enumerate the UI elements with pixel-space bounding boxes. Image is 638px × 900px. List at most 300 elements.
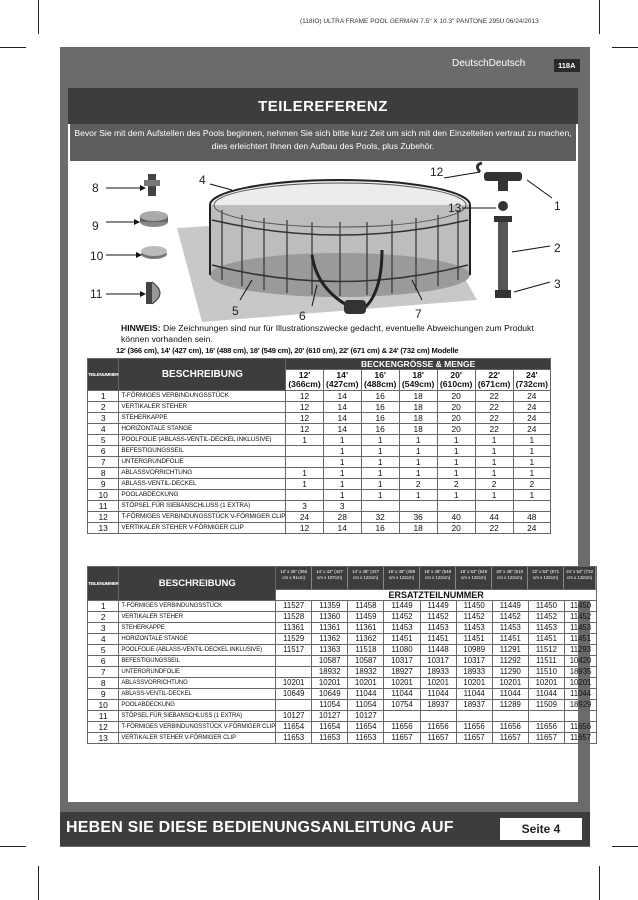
spare-number-cell: 11653 <box>312 733 348 744</box>
spare-number-cell: 11293 <box>564 645 596 656</box>
spare-number-cell: 11451 <box>456 634 492 645</box>
spare-number-cell <box>276 667 312 678</box>
table-row <box>88 391 551 402</box>
part-number-cell: 9 <box>88 689 119 700</box>
part-number-cell: 8 <box>88 468 119 479</box>
quantity-cell: 14 <box>323 413 361 424</box>
quantity-cell <box>513 501 550 512</box>
quantity-table <box>87 358 551 534</box>
quantity-cell: 24 <box>513 402 550 413</box>
description-cell: ABLASS-VENTIL-DECKEL <box>119 689 276 700</box>
quantity-cell: 1 <box>361 457 399 468</box>
quantity-cell: 1 <box>475 446 513 457</box>
description-cell: ABLASSVORRICHTUNG <box>119 678 276 689</box>
description-cell: STÖPSEL FÜR SIEBANSCHLUSS (1 EXTRA) <box>119 501 286 512</box>
callout-label: 1 <box>554 199 561 213</box>
table-row <box>88 512 551 523</box>
table-row <box>88 689 597 700</box>
group-header-spare: ERSATZTEILNUMMER <box>276 590 597 601</box>
spare-number-cell <box>384 711 420 722</box>
page-tag: 118A <box>554 59 580 72</box>
col-description: BESCHREIBUNG <box>119 359 286 391</box>
spare-number-cell: 10127 <box>276 711 312 722</box>
quantity-cell: 12 <box>286 402 323 413</box>
spare-number-cell: 11510 <box>528 667 564 678</box>
spare-number-cell: 11054 <box>312 700 348 711</box>
spare-number-cell: 11361 <box>312 623 348 634</box>
description-cell: HORIZONTALE STANGE <box>119 634 276 645</box>
size-header: 20' x 48" (610 cm x 122cm) <box>492 567 528 589</box>
quantity-cell: 1 <box>475 490 513 501</box>
size-feet: 22' <box>488 369 500 380</box>
quantity-cell: 2 <box>437 479 475 490</box>
quantity-cell: 1 <box>475 468 513 479</box>
group-header-size-qty: BECKENGRÖSSE & MENGE <box>286 359 551 370</box>
description-cell: POOLFOLIE (ABLASS-VENTIL-DECKEL INKLUSIVE) <box>119 435 286 446</box>
quantity-cell: 24 <box>286 512 323 523</box>
spare-number-cell: 18937 <box>420 700 456 711</box>
quantity-cell: 1 <box>361 446 399 457</box>
table-row <box>88 490 551 501</box>
spare-number-cell: 11654 <box>312 722 348 733</box>
spare-number-cell: 10649 <box>312 689 348 700</box>
quantity-cell: 44 <box>475 512 513 523</box>
spare-number-cell: 11511 <box>528 656 564 667</box>
spare-number-cell <box>492 711 528 722</box>
quantity-cell: 18 <box>399 523 437 534</box>
quantity-cell: 24 <box>513 413 550 424</box>
spare-number-cell: 10201 <box>312 678 348 689</box>
size-header: 22' x 52" (671 cm x 132cm) <box>528 567 564 589</box>
part-number-cell: 4 <box>88 424 119 435</box>
size-header <box>399 370 437 391</box>
quantity-cell: 20 <box>437 391 475 402</box>
callout-label: 12 <box>430 165 444 179</box>
spare-number-cell: 18935 <box>564 667 596 678</box>
quantity-cell: 28 <box>323 512 361 523</box>
drain-cap-illustration <box>106 211 168 227</box>
part-number-cell: 11 <box>88 501 119 512</box>
quantity-cell: 1 <box>399 457 437 468</box>
description-cell: VERTIKALER STEHER <box>119 612 276 623</box>
description-cell: STÖPSEL FÜR SIEBANSCHLUSS (1 EXTRA) <box>119 711 276 722</box>
part-number-cell: 3 <box>88 413 119 424</box>
quantity-cell: 12 <box>286 424 323 435</box>
pool-frame-illustration <box>210 180 470 297</box>
part-number-cell: 4 <box>88 634 119 645</box>
part-number-cell: 3 <box>88 623 119 634</box>
quantity-cell: 1 <box>361 490 399 501</box>
quantity-cell: 14 <box>323 391 361 402</box>
spare-number-cell <box>528 711 564 722</box>
quantity-cell: 1 <box>437 457 475 468</box>
quantity-cell: 1 <box>475 435 513 446</box>
callout-label: 7 <box>415 307 422 321</box>
spare-number-cell: 10989 <box>456 645 492 656</box>
spare-number-cell: 11653 <box>276 733 312 744</box>
spare-number-cell: 10201 <box>348 678 384 689</box>
quantity-cell: 1 <box>437 468 475 479</box>
quantity-cell: 3 <box>323 501 361 512</box>
size-header: 18' x 48" (549 cm x 122cm) <box>420 567 456 589</box>
intro-text: Bevor Sie mit dem Aufstellen des Pools beginnen, nehmen Sie sich bitte kurz Zeit um sich mit den Einzelteilen vertraut zu machen, dies erleichtert Ihnen den Aufbau des Pools, plus Zubehör. <box>70 124 576 161</box>
description-cell: T-FÖRMIGES VERBINDUNGSSTÜCK V-FÖRMIGER CLIP <box>119 512 286 523</box>
page-title: TEILEREFERENZ <box>258 97 388 115</box>
spare-number-cell: 11448 <box>420 645 456 656</box>
part-number-cell: 13 <box>88 523 119 534</box>
spare-number-cell: 11452 <box>384 612 420 623</box>
spare-number-cell: 11458 <box>348 601 384 612</box>
quantity-cell: 14 <box>323 424 361 435</box>
description-cell: T-FÖRMIGES VERBINDUNGSSTÜCK V-FÖRMIGER CLIP <box>119 722 276 733</box>
spare-number-cell: 11080 <box>384 645 420 656</box>
description-cell: ABLASSVORRICHTUNG <box>119 468 286 479</box>
spare-number-cell: 11656 <box>384 722 420 733</box>
strainer-plug-illustration <box>106 282 160 304</box>
spare-number-cell: 10201 <box>492 678 528 689</box>
spare-number-cell: 10127 <box>312 711 348 722</box>
description-cell: POOLABDECKUNG <box>119 490 286 501</box>
col-part-number: TEILENUMMER <box>88 359 119 391</box>
quantity-cell: 20 <box>437 413 475 424</box>
spare-number-cell: 11656 <box>420 722 456 733</box>
quantity-cell: 1 <box>513 468 550 479</box>
spare-number-cell: 11449 <box>384 601 420 612</box>
quantity-cell: 22 <box>475 413 513 424</box>
size-feet: 24' <box>526 369 538 380</box>
spare-number-cell: 11291 <box>492 645 528 656</box>
quantity-cell: 2 <box>399 479 437 490</box>
quantity-cell: 1 <box>286 479 323 490</box>
spare-number-cell: 11044 <box>420 689 456 700</box>
quantity-cell: 1 <box>323 490 361 501</box>
spare-number-cell: 11453 <box>420 623 456 634</box>
crop-mark <box>599 866 600 900</box>
quantity-cell: 16 <box>361 391 399 402</box>
part-number-cell: 13 <box>88 733 119 744</box>
crop-mark <box>38 0 39 34</box>
quantity-cell: 48 <box>513 512 550 523</box>
quantity-cell: 24 <box>513 424 550 435</box>
pump-illustration <box>344 300 366 314</box>
size-feet: 16' <box>374 369 386 380</box>
description-cell: T-FÖRMIGES VERBINDUNGSSTÜCK <box>119 601 276 612</box>
spare-number-cell: 11656 <box>528 722 564 733</box>
callout-label: 6 <box>299 309 306 323</box>
spare-number-cell: 11517 <box>276 645 312 656</box>
pool-illustration <box>82 160 572 326</box>
quantity-cell: 1 <box>513 457 550 468</box>
size-header-group <box>276 567 596 589</box>
crop-mark <box>38 866 39 900</box>
quantity-cell: 20 <box>437 523 475 534</box>
description-cell: UNTERGRUNDFOLIE <box>119 667 276 678</box>
quantity-cell: 1 <box>323 468 361 479</box>
spare-number-cell: 10201 <box>456 678 492 689</box>
spare-number-cell: 11529 <box>276 634 312 645</box>
part-number-cell: 1 <box>88 601 119 612</box>
spare-number-cell: 11360 <box>312 612 348 623</box>
size-header <box>323 370 361 391</box>
quantity-cell: 12 <box>286 523 323 534</box>
quantity-cell: 1 <box>323 479 361 490</box>
callout-label: 2 <box>554 241 561 255</box>
spare-number-cell: 11452 <box>492 612 528 623</box>
spare-number-cell: 18933 <box>456 667 492 678</box>
quantity-cell <box>286 490 323 501</box>
callout-label: 4 <box>199 173 206 187</box>
size-cm: (671cm) <box>477 379 511 389</box>
table-row <box>88 634 597 645</box>
vertical-leg-illustration <box>494 216 512 298</box>
table-row <box>88 413 551 424</box>
table-row <box>88 667 597 678</box>
quantity-cell: 1 <box>513 490 550 501</box>
footer-bar <box>60 812 590 846</box>
callout-label: 5 <box>232 304 239 318</box>
spare-number-cell: 10127 <box>348 711 384 722</box>
spare-number-cell: 11452 <box>420 612 456 623</box>
spare-number-cell: 10201 <box>384 678 420 689</box>
spare-number-cell: 11451 <box>384 634 420 645</box>
crop-mark <box>612 47 638 48</box>
size-header <box>286 370 323 391</box>
size-cm: (549cm) <box>401 379 435 389</box>
quantity-cell: 1 <box>437 490 475 501</box>
spare-number-cell <box>564 711 596 722</box>
quantity-cell: 16 <box>361 413 399 424</box>
quantity-cell: 3 <box>286 501 323 512</box>
col-description: BESCHREIBUNG <box>119 567 276 601</box>
language-label: DeutschDeutsch <box>452 58 526 69</box>
description-cell: ABLASS-VENTIL-DECKEL <box>119 479 286 490</box>
part-number-cell: 12 <box>88 512 119 523</box>
spare-number-cell <box>276 656 312 667</box>
size-cm: (488cm) <box>363 379 397 389</box>
quantity-cell: 18 <box>399 391 437 402</box>
callout-label: 8 <box>92 181 99 195</box>
quantity-cell: 1 <box>286 468 323 479</box>
spare-number-cell: 11656 <box>492 722 528 733</box>
spare-number-cell: 11292 <box>492 656 528 667</box>
spare-number-cell <box>456 711 492 722</box>
quantity-cell <box>437 501 475 512</box>
description-cell: T-FÖRMIGES VERBINDUNGSSTÜCK <box>119 391 286 402</box>
description-cell: VERTIKALER STEHER V-FÖRMIGER CLIP <box>119 733 276 744</box>
crop-mark <box>0 846 26 847</box>
quantity-cell: 20 <box>437 402 475 413</box>
size-header <box>361 370 399 391</box>
spare-number-cell: 18927 <box>384 667 420 678</box>
quantity-cell <box>361 501 399 512</box>
table-row <box>88 656 597 667</box>
description-cell: POOLFOLIE (ABLASS-VENTIL-DECKEL INKLUSIVE) <box>119 645 276 656</box>
t-joint-illustration <box>484 172 522 191</box>
size-header <box>475 370 513 391</box>
quantity-cell: 1 <box>399 490 437 501</box>
quantity-cell: 1 <box>399 468 437 479</box>
callout-label: 11 <box>90 287 103 301</box>
spare-number-cell: 11657 <box>492 733 528 744</box>
quantity-cell: 1 <box>361 468 399 479</box>
hint-text: Die Zeichnungen sind nur für Illustrationszwecke gedacht, eventuelle Abweichungen zum Produkt können vorhanden sein. <box>121 323 534 344</box>
description-cell: POOLABDECKUNG <box>119 700 276 711</box>
quantity-cell: 40 <box>437 512 475 523</box>
quantity-cell: 1 <box>323 435 361 446</box>
size-feet: 20' <box>450 369 462 380</box>
quantity-cell: 36 <box>399 512 437 523</box>
quantity-cell: 1 <box>323 446 361 457</box>
size-feet: 12' <box>298 369 311 380</box>
spare-number-cell: 10201 <box>276 678 312 689</box>
description-cell: VERTIKALER STEHER V-FÖRMIGER CLIP <box>119 523 286 534</box>
quantity-cell: 1 <box>399 435 437 446</box>
print-info-line: (118IO) ULTRA FRAME POOL GERMAN 7.5" X 10.3" PANTONE 295U 06/24/2013 <box>300 18 539 25</box>
table-row <box>88 402 551 413</box>
spare-number-cell: 10317 <box>420 656 456 667</box>
col-part-number: TEILENUMMER <box>88 567 119 601</box>
spare-number-cell: 18932 <box>312 667 348 678</box>
table-row <box>88 645 597 656</box>
spare-number-cell: 11451 <box>420 634 456 645</box>
spare-parts-table <box>87 566 597 744</box>
spare-number-cell: 11453 <box>564 623 596 634</box>
spare-number-cell: 11654 <box>276 722 312 733</box>
quantity-cell: 22 <box>475 523 513 534</box>
table-row <box>88 711 597 722</box>
spare-number-cell: 11451 <box>528 634 564 645</box>
description-cell: HORIZONTALE STANGE <box>119 424 286 435</box>
spare-number-cell: 11044 <box>492 689 528 700</box>
description-cell: STEHERKAPPE <box>119 413 286 424</box>
size-header: 14' x 42" (427 cm x 107cm) <box>312 567 348 589</box>
quantity-cell: 14 <box>323 402 361 413</box>
description-cell: BEFESTIGUNGSSEIL <box>119 446 286 457</box>
quantity-cell: 18 <box>399 413 437 424</box>
spare-number-cell: 11044 <box>528 689 564 700</box>
spare-number-cell: 11453 <box>456 623 492 634</box>
table-row <box>88 700 597 711</box>
part-number-cell: 12 <box>88 722 119 733</box>
spare-number-cell: 11044 <box>384 689 420 700</box>
table-row <box>88 523 551 534</box>
quantity-cell: 18 <box>399 402 437 413</box>
quantity-cell: 1 <box>361 479 399 490</box>
spare-number-cell: 11656 <box>456 722 492 733</box>
table-row <box>88 601 597 612</box>
spare-number-cell: 11459 <box>348 612 384 623</box>
quantity-cell: 12 <box>286 413 323 424</box>
spare-number-cell: 11509 <box>528 700 564 711</box>
part-number-cell: 7 <box>88 457 119 468</box>
size-feet: 14' <box>336 369 348 380</box>
spare-number-cell: 11657 <box>528 733 564 744</box>
part-number-cell: 6 <box>88 446 119 457</box>
quantity-cell <box>399 501 437 512</box>
table-row <box>88 722 597 733</box>
spare-number-cell: 11451 <box>564 634 596 645</box>
title-bar <box>68 88 578 124</box>
part-number-cell: 7 <box>88 667 119 678</box>
size-header: 12' x 36" (366 cm x 91cm) <box>276 567 312 589</box>
size-feet: 18' <box>412 369 424 380</box>
description-cell: STEHERKAPPE <box>119 623 276 634</box>
quantity-cell: 16 <box>361 402 399 413</box>
hint-note <box>121 323 541 344</box>
crop-mark <box>599 0 600 34</box>
size-header-row <box>276 567 597 590</box>
spare-number-cell: 11453 <box>492 623 528 634</box>
quantity-cell: 16 <box>361 424 399 435</box>
table-row <box>88 733 597 744</box>
crop-mark <box>0 47 26 48</box>
spare-number-cell: 11452 <box>564 612 596 623</box>
spare-number-cell: 11362 <box>312 634 348 645</box>
spare-number-cell: 11452 <box>456 612 492 623</box>
spare-number-cell: 18932 <box>348 667 384 678</box>
spare-number-cell: 10201 <box>564 678 596 689</box>
part-number-cell: 10 <box>88 700 119 711</box>
spare-number-cell: 11453 <box>528 623 564 634</box>
table-row <box>88 612 597 623</box>
table-row <box>88 501 551 512</box>
spare-number-cell: 11452 <box>528 612 564 623</box>
plug-illustration <box>106 246 167 259</box>
spare-number-cell: 10587 <box>348 656 384 667</box>
spare-number-cell: 10420 <box>564 656 596 667</box>
spare-number-cell: 10649 <box>276 689 312 700</box>
spare-number-cell: 11657 <box>456 733 492 744</box>
spare-number-cell: 11512 <box>528 645 564 656</box>
spare-number-cell: 10587 <box>312 656 348 667</box>
spare-number-cell: 11657 <box>384 733 420 744</box>
spare-number-cell: 10754 <box>384 700 420 711</box>
spare-number-cell: 10201 <box>420 678 456 689</box>
spare-number-cell: 11450 <box>456 601 492 612</box>
quantity-cell: 1 <box>437 446 475 457</box>
quantity-cell: 1 <box>361 435 399 446</box>
size-header: 24' x 52" (732 cm x 132cm) <box>564 567 596 589</box>
spare-number-cell: 11289 <box>492 700 528 711</box>
size-header <box>513 370 550 391</box>
quantity-cell: 32 <box>361 512 399 523</box>
spare-number-cell: 11657 <box>420 733 456 744</box>
spare-number-cell: 11518 <box>348 645 384 656</box>
spare-number-cell: 11449 <box>420 601 456 612</box>
table-row <box>88 457 551 468</box>
quantity-cell: 22 <box>475 424 513 435</box>
part-number-cell: 5 <box>88 645 119 656</box>
footer-keep-manual: HEBEN SIE DIESE BEDIENUNGSANLEITUNG AUF <box>66 819 454 836</box>
description-cell: UNTERGRUNDFOLIE <box>119 457 286 468</box>
quantity-cell: 1 <box>513 435 550 446</box>
table-row <box>88 424 551 435</box>
part-number-cell: 1 <box>88 391 119 402</box>
size-header <box>437 370 475 391</box>
part-number-cell: 8 <box>88 678 119 689</box>
spare-number-cell: 11451 <box>492 634 528 645</box>
callout-label: 3 <box>554 277 561 291</box>
spare-number-cell: 11359 <box>312 601 348 612</box>
quantity-cell <box>286 446 323 457</box>
size-cm: (427cm) <box>325 379 359 389</box>
spare-number-cell: 10317 <box>384 656 420 667</box>
spare-number-cell: 11449 <box>492 601 528 612</box>
size-cm: (610cm) <box>439 379 473 389</box>
quantity-cell: 22 <box>475 391 513 402</box>
callout-label: 10 <box>90 249 104 263</box>
size-header: 14' x 48" (427 cm x 122cm) <box>348 567 384 589</box>
